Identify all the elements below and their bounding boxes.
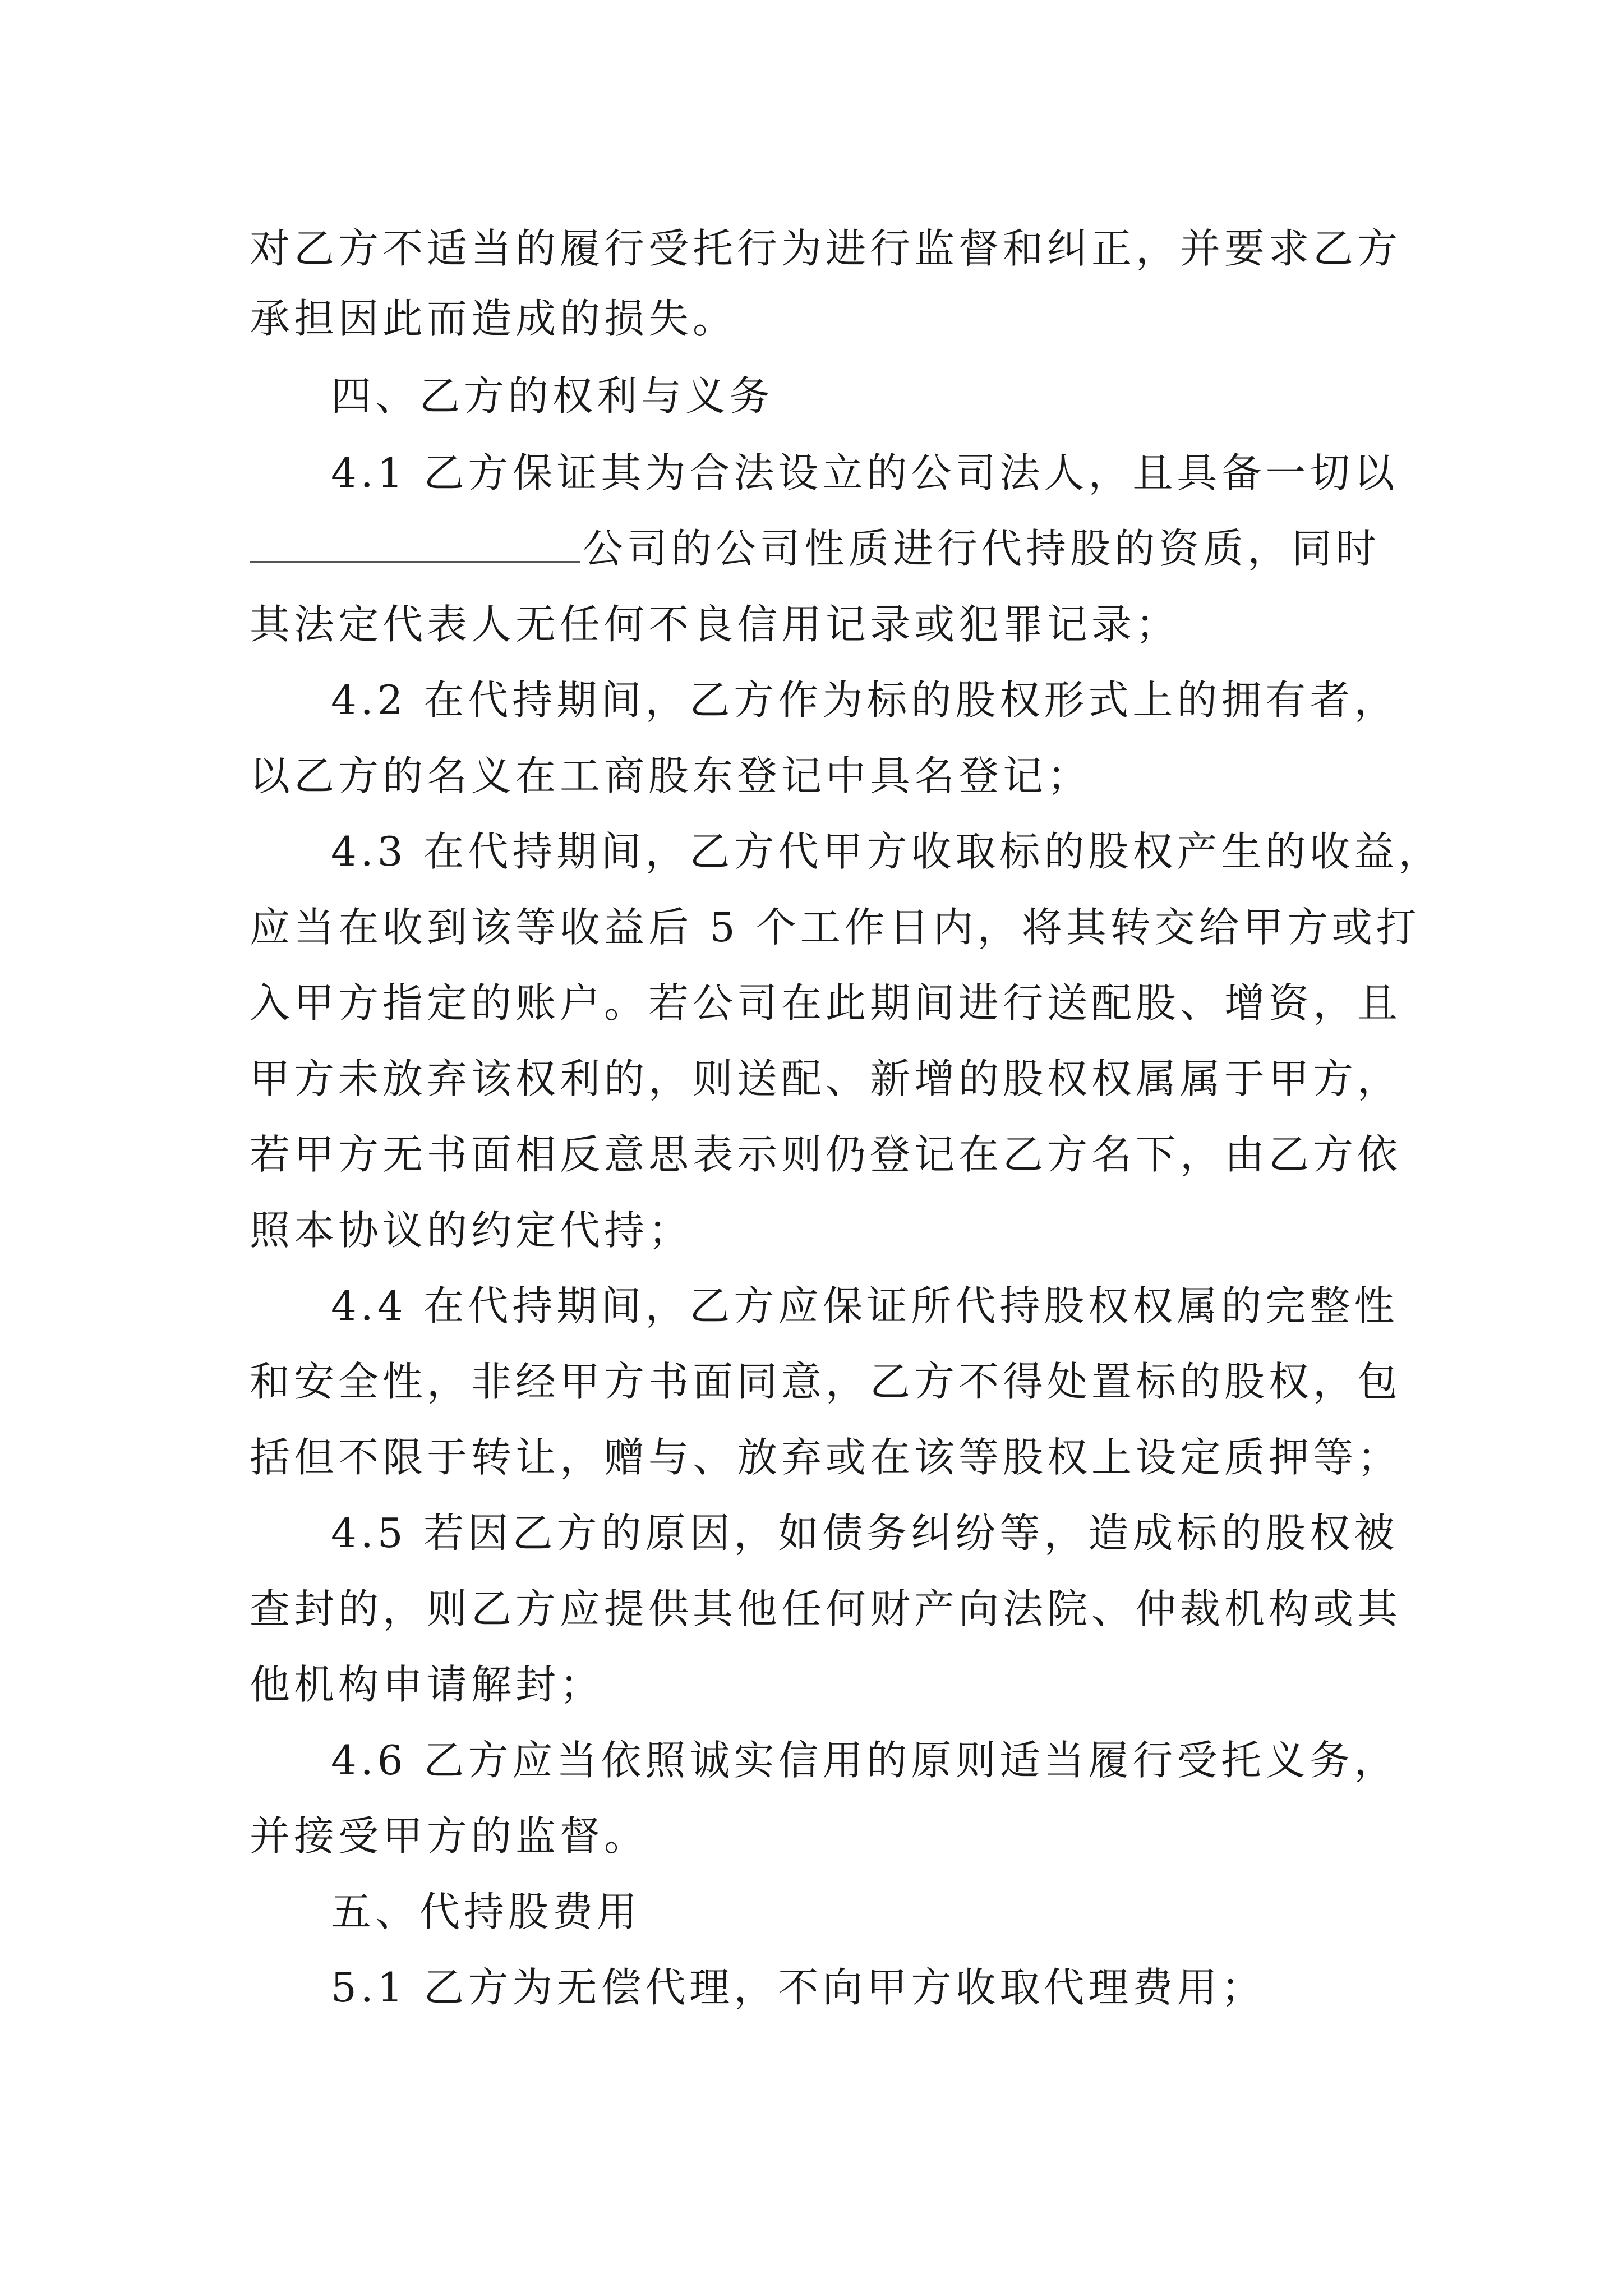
paragraph-text: 公司的公司性质进行代持股的资质，同时 xyxy=(583,525,1381,572)
paragraph-line: 其法定代表人无任何不良信用记录或犯罪记录； xyxy=(250,601,1181,648)
paragraph-line: 4.5 若因乙方的原因，如债务纠纷等，造成标的股权被 xyxy=(331,1510,1399,1557)
paragraph-line: 承担因此而造成的损失。 xyxy=(250,295,737,342)
paragraph-line: 4.2 在代持期间，乙方作为标的股权形式上的拥有者， xyxy=(331,677,1399,724)
paragraph-line: 4.1 乙方保证其为合法设立的公司法人，且具备一切以 xyxy=(331,449,1399,496)
paragraph-line: 入甲方指定的账户。若公司在此期间进行送配股、增资，且 xyxy=(250,979,1402,1027)
paragraph-line: 4.4 在代持期间，乙方应保证所代持股权权属的完整性 xyxy=(331,1282,1399,1329)
section-heading: 四、乙方的权利与义务 xyxy=(331,372,774,420)
paragraph-line: 5.1 乙方为无偿代理，不向甲方收取代理费用； xyxy=(331,1964,1266,2011)
paragraph-line: 查封的，则乙方应提供其他任何财产向法院、仲裁机构或其 xyxy=(250,1585,1402,1632)
paragraph-line: 并接受甲方的监督。 xyxy=(250,1812,649,1860)
paragraph-line xyxy=(250,522,1394,576)
paragraph-line: 对乙方不适当的履行受托行为进行监督和纠正，并要求乙方 xyxy=(250,225,1402,272)
paragraph-line: 他机构申请解封； xyxy=(250,1661,605,1708)
paragraph-line: 4.6 乙方应当依照诚实信用的原则适当履行受托义务， xyxy=(331,1737,1399,1784)
section-heading: 五、代持股费用 xyxy=(331,1888,642,1935)
paragraph-line: 4.3 在代持期间，乙方代甲方收取标的股权产生的收益， xyxy=(331,828,1443,875)
paragraph-line: 应当在收到该等收益后 5 个工作日内，将其转交给甲方或打 xyxy=(250,904,1421,951)
paragraph-line: 和安全性，非经甲方书面同意，乙方不得处置标的股权，包 xyxy=(250,1358,1402,1405)
paragraph-line: 照本协议的约定代持； xyxy=(250,1207,693,1254)
paragraph-line: 若甲方无书面相反意思表示则仍登记在乙方名下，由乙方依 xyxy=(250,1131,1402,1178)
blank-fill-line xyxy=(250,560,580,563)
paragraph-line: 以乙方的名义在工商股东登记中具名登记； xyxy=(250,752,1092,799)
paragraph-line: 甲方未放弃该权利的，则送配、新增的股权权属属于甲方， xyxy=(250,1055,1402,1102)
paragraph-line: 括但不限于转让，赠与、放弃或在该等股权上设定质押等； xyxy=(250,1434,1402,1481)
